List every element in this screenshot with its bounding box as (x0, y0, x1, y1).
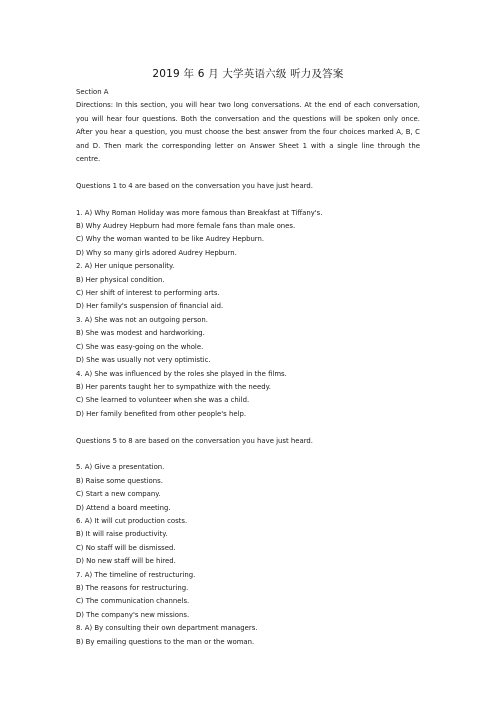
answer-option: 8. A) By consulting their own department managers. (76, 624, 258, 633)
answer-option: C) She learned to volunteer when she was a child. (76, 396, 250, 405)
answer-option: B) Raise some questions. (76, 476, 163, 485)
spacer (76, 166, 420, 179)
answer-option: 6. A) It will cut production costs. (76, 516, 188, 525)
answer-option: C) She was easy-going on the whole. (76, 342, 204, 351)
directions-paragraph: Directions: In this section, you will hear two long conversations. At the end of each conversation, you will hear four questions. Both the conversation and the questions will be spoken only once. After you hear a question, you must choose the best answer from the four choices marked A, B, C and D. Then mark the corresponding letter on Answer Sheet 1 with a single line through the centre. (76, 101, 420, 164)
answer-option: C) The communication channels. (76, 597, 190, 606)
answer-option: C) No staff will be dismissed. (76, 543, 176, 552)
document-body (76, 86, 420, 649)
answer-option: C) Her shift of interest to performing arts. (76, 289, 220, 298)
answer-option: D) Her family's suspension of financial aid. (76, 302, 224, 311)
question-group-1 (76, 207, 420, 422)
document-title: 2019 年 6 月 大学英语六级 听力及答案 (152, 68, 344, 80)
answer-option: B) Her parents taught her to sympathize with the needy. (76, 382, 271, 391)
spacer (76, 193, 420, 206)
answer-option: 5. A) Give a presentation. (76, 463, 165, 472)
answer-option: B) She was modest and hardworking. (76, 329, 205, 338)
answer-option: 1. A) Why Roman Holiday was more famous than Breakfast at Tiffany's. (76, 208, 323, 217)
answer-option: D) The company's new missions. (76, 610, 190, 619)
section-heading: Section A (76, 88, 109, 96)
answer-option: C) Start a new company. (76, 490, 161, 499)
answer-option: B) The reasons for restructuring. (76, 583, 189, 592)
answer-option: D) Why so many girls adored Audrey Hepburn. (76, 248, 237, 257)
answer-option: D) No new staff will be hired. (76, 557, 176, 566)
answer-option: 2. A) Her unique personality. (76, 262, 175, 271)
answer-option: 3. A) She was not an outgoing person. (76, 315, 208, 324)
answer-option: B) Her physical condition. (76, 275, 165, 284)
group2-header: Questions 5 to 8 are based on the conversation you have just heard. (76, 436, 313, 445)
question-group-2 (76, 461, 420, 649)
group1-header: Questions 1 to 4 are based on the conversation you have just heard. (76, 181, 313, 190)
answer-option: 4. A) She was influenced by the roles she played in the films. (76, 369, 287, 378)
answer-option: D) Her family benefited from other people's help. (76, 409, 247, 418)
spacer (76, 421, 420, 434)
answer-option: B) Why Audrey Hepburn had more female fans than male ones. (76, 222, 296, 231)
answer-option: B) By emailing questions to the man or the woman. (76, 637, 255, 646)
answer-option: D) Attend a board meeting. (76, 503, 171, 512)
answer-option: 7. A) The timeline of restructuring. (76, 570, 196, 579)
answer-option: D) She was usually not very optimistic. (76, 356, 211, 365)
answer-option: B) It will raise productivity. (76, 530, 168, 539)
spacer (76, 448, 420, 461)
answer-option: C) Why the woman wanted to be like Audrey Hepburn. (76, 235, 265, 244)
